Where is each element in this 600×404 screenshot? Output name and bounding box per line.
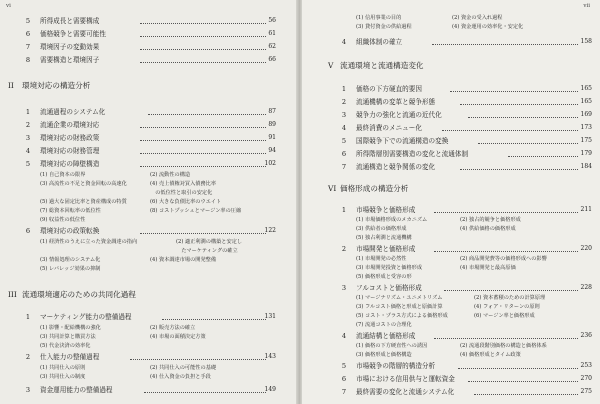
- toc-subentry: (3) 情報処理のシステム化: [40, 257, 101, 263]
- toc-subentry: (3) 供給者の価格形成: [356, 226, 407, 232]
- toc-subentry: (9) 収益性の低位性: [40, 217, 86, 223]
- toc-subentry: (5) 価格形成と受容の形: [356, 274, 412, 280]
- toc-subentry: (1) 自己資本の限界: [40, 172, 86, 178]
- toc-entry: 4 環境対応の財務管理 94: [25, 147, 276, 155]
- toc-subentry: (3) 高流性の不足と資金回転の高速化: [40, 181, 127, 187]
- toc-subentry: (4) 市場の面積決定方策: [150, 334, 206, 340]
- toc-subentry: (1) 価格の下方硬直性への誘因: [356, 343, 428, 349]
- toc-subentry: (6) マージン率と価格形成: [474, 313, 535, 319]
- toc-entry: 6 環境対応の政策転換 122: [25, 227, 276, 235]
- toc-subentry: (2) 独占的競争と価格形成: [460, 217, 521, 223]
- chapter-heading: III 流通環境適応のための共同化過程: [8, 290, 136, 299]
- toc-subentry: (4) 価格形成とタイム政策: [460, 352, 521, 358]
- toc-subentry: (1) 市場価格形成のメカニズム: [356, 217, 428, 223]
- toc-subentry: (4) 資本調達市場の開発整備: [150, 257, 217, 263]
- toc-entry: 1 価格の下方硬直的要因 165: [341, 85, 592, 93]
- toc-subentry: (1) 影響・配給機構の強化: [40, 325, 101, 331]
- toc-entry: 2 市場開発と価格形成 220: [341, 245, 592, 253]
- toc-subentry: (1) 経済性のうえに立った資金調達の指向: [40, 239, 138, 245]
- toc-entry: 3 資金運用能力の整備過程 149: [25, 386, 276, 394]
- chapter-heading: V 流通環境と流通構造変化: [328, 61, 424, 70]
- toc-entry: 4 組織体制の確立 158: [341, 38, 592, 46]
- toc-entry: 2 流通企業の環境対応 89: [25, 121, 276, 129]
- toc-subentry: (2) 流通段階別価格の構造と価格体系: [460, 343, 547, 349]
- toc-entry: 3 環境対応の財務政策 91: [25, 134, 276, 142]
- toc-entry: 7 環境因子の変動効果 62: [25, 43, 276, 51]
- chapter-heading: VI 価格形成の構造分析: [328, 184, 409, 193]
- right-page: [302, 0, 600, 404]
- toc-entry: 2 流通機構の変革と競争形態 165: [341, 98, 592, 106]
- toc-entry: 3 競争力の強化と流通の近代化 169: [341, 111, 592, 119]
- toc-subentry: たマーケティングの確立: [176, 248, 238, 254]
- toc-entry: 5 環境対応の障壁構造 102: [25, 160, 276, 168]
- toc-subentry: (5) レバレッジ効果の抑制: [40, 266, 101, 272]
- toc-entry: 4 最終消費のメニュー化 173: [341, 124, 592, 132]
- toc-entry: 2 仕入能力の整備過程 143: [25, 353, 276, 361]
- toc-entry: 3 フルコストと価格形成 228: [341, 284, 592, 292]
- toc-entry: 1 マーケティング能力の整備過程 131: [25, 313, 276, 321]
- toc-subentry: (2) 資金の受入れ過程: [452, 15, 503, 21]
- toc-subentry: (4) 供給価格の価格形成: [460, 226, 516, 232]
- toc-subentry: (3) 共同仕入の制度: [40, 374, 86, 380]
- toc-subentry: の低位性と取引の安定化: [150, 190, 213, 196]
- toc-subentry: (6) 大きな負債比率のウエイト: [150, 199, 222, 205]
- toc-subentry: (1) 市場開発の必然性: [356, 256, 407, 262]
- toc-subentry: (7) 総資本回転率の低位性: [40, 208, 101, 214]
- toc-entry: 5 市場競争の階層的構造分析 253: [341, 362, 592, 370]
- toc-entry: 6 市場における信用供与と運転資金 270: [341, 375, 592, 383]
- left-page: [0, 0, 298, 404]
- toc-subentry: (2) 資本蓄積のための計算原理: [474, 295, 546, 301]
- toc-subentry: (5) 独占利潤と流通機構: [356, 235, 412, 241]
- toc-subentry: (4) 資金運用の効率化・安定化: [452, 24, 524, 30]
- toc-subentry: (4) 売上債権対買入債務比率: [150, 181, 217, 187]
- toc-entry: 5 国際競争下での流通構造の変換 175: [341, 137, 592, 145]
- chapter-heading: II 環境対応の構造分析: [8, 81, 91, 90]
- toc-subentry: (2) 適正利潤の構築と安定し: [176, 239, 243, 245]
- toc-entry: 7 流通構造と競争関係の変化 184: [341, 163, 592, 171]
- toc-subentry: (1) 信用事業の目的: [356, 15, 402, 21]
- toc-subentry: (4) 市場開発と最高原価: [460, 265, 516, 271]
- toc-entry: 1 流通過程のシステム化 87: [25, 108, 276, 116]
- toc-subentry: (2) 流動性の構造: [150, 172, 191, 178]
- toc-subentry: (5) コスト・プラス方式による価格形成: [356, 313, 448, 319]
- toc-subentry: (2) 共同仕入の可能性の基礎: [150, 365, 217, 371]
- toc-entry: 8 需要構造と環境因子 66: [25, 56, 276, 64]
- toc-subentry: (5) 代金決済の効率化: [40, 343, 91, 349]
- toc-entry: 4 流通結構と価格形成 236: [341, 332, 592, 340]
- toc-subentry: (4) 仕入資金の負担と手段: [150, 374, 211, 380]
- toc-subentry: (3) 共同計算と購買方法: [40, 334, 96, 340]
- toc-entry: 7 最終需要の変化と流通システム化 275: [341, 388, 592, 396]
- toc-subentry: (2) 商品開発費等の価格形成への影響: [460, 256, 547, 262]
- toc-subentry: (3) フルコスト価格と形成と原価計算: [356, 304, 443, 310]
- right-page-folio: vii: [583, 3, 590, 9]
- left-page-folio: vi: [6, 3, 11, 9]
- toc-subentry: (3) 価格形成と価格構造: [356, 352, 412, 358]
- toc-subentry: (7) 流通コストの合理化: [356, 322, 412, 328]
- toc-entry: 6 価格競争と需要可能性 61: [25, 30, 276, 38]
- toc-subentry: (8) コストプッシュとマージン率の圧縮: [150, 208, 242, 214]
- toc-entry: 5 所得成長と需要構成 56: [25, 17, 276, 25]
- toc-entry: 1 市場競争と価格形成 211: [341, 206, 592, 214]
- toc-subentry: (4) フォア・リターンの原則: [474, 304, 540, 310]
- toc-subentry: (1) 共同仕入の原則: [40, 365, 86, 371]
- toc-subentry: (5) 過大な固定比率と資産構成の特質: [40, 199, 127, 205]
- toc-subentry: (3) 市場開発投資と価格形成: [356, 265, 423, 271]
- toc-subentry: (1) マージナリズム・ユニメトリズム: [356, 295, 443, 301]
- toc-subentry: (3) 貸付資金の供給過程: [356, 24, 412, 30]
- toc-entry: 6 所得階層別需要構造の変化と流通体制 179: [341, 150, 592, 158]
- toc-subentry: (2) 販売方法の確立: [150, 325, 196, 331]
